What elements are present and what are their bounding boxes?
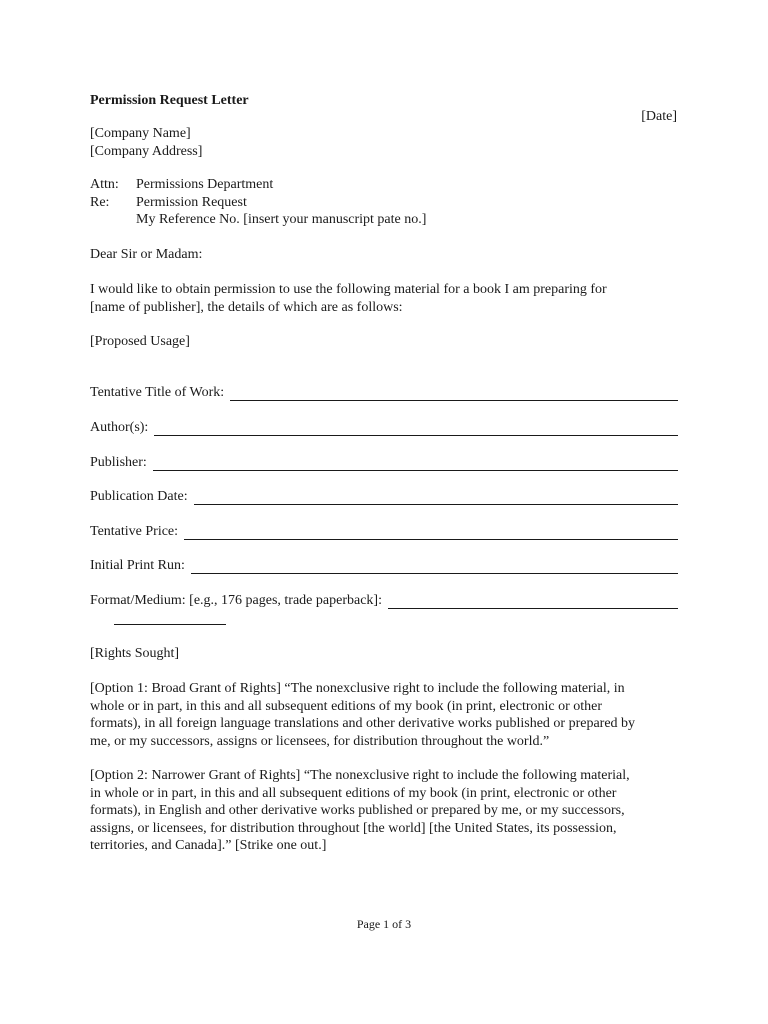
format-continuation-line[interactable] [114, 624, 226, 625]
proposed-usage: [Proposed Usage] [90, 334, 190, 349]
option-1-paragraph [90, 680, 690, 750]
intro-line: [name of publisher], the details of which are as follows: [90, 299, 403, 315]
intro-paragraph [90, 281, 680, 316]
paragraph-line: formats), in all foreign language translations and other derivative works published or prepared by [90, 716, 636, 731]
paragraph-line: me, or my successors, assigns or licensees, for distribution throughout the world.” [90, 733, 550, 749]
attn-block [90, 176, 680, 229]
field-label: Initial Print Run: [90, 558, 185, 573]
field-label: Publisher: [90, 455, 147, 470]
publisher-field[interactable] [90, 454, 678, 472]
field-label: Author(s): [90, 420, 149, 435]
fill-line[interactable] [184, 526, 678, 540]
recipient-address [90, 125, 680, 160]
fill-line[interactable] [194, 491, 678, 505]
field-label: Tentative Price: [90, 524, 179, 539]
re-value: Permission Request [136, 194, 247, 210]
fill-line[interactable] [230, 387, 678, 401]
re-label: Re: [90, 194, 110, 210]
reference-row [90, 211, 680, 229]
paragraph-line: whole or in part, in this and all subsequent editions of my book (in print, electronic or other [90, 698, 603, 714]
price-field[interactable] [90, 523, 678, 541]
attn-row [90, 176, 680, 194]
fill-line[interactable] [153, 457, 678, 471]
publication-date-field[interactable] [90, 488, 678, 506]
intro-line: I would like to obtain permission to use the following material for a book I am preparing for [90, 282, 607, 297]
company-name: [Company Name] [90, 126, 191, 141]
print-run-field[interactable] [90, 557, 678, 575]
format-field[interactable] [90, 592, 678, 610]
re-row [90, 194, 680, 212]
paragraph-line: in whole or in part, in this and all subsequent editions of my book (in print, electronic or other [90, 785, 617, 801]
paragraph-line: [Option 2: Narrower Grant of Rights] “The nonexclusive right to include the following material, [90, 768, 630, 783]
paragraph-line: [Option 1: Broad Grant of Rights] “The nonexclusive right to include the following material, in [90, 681, 625, 696]
title-of-work-field[interactable] [90, 384, 678, 402]
reference-value: My Reference No. [insert your manuscript pate no.] [136, 212, 427, 227]
attn-value: Permissions Department [136, 177, 274, 192]
company-address: [Company Address] [90, 143, 203, 159]
authors-field[interactable] [90, 419, 678, 437]
page-number: Page 1 of 3 [356, 917, 412, 931]
salutation: Dear Sir or Madam: [90, 247, 203, 262]
field-label: Publication Date: [90, 489, 188, 504]
fill-line[interactable] [154, 422, 678, 436]
letter-title: Permission Request Letter [90, 93, 249, 108]
fill-line[interactable] [388, 595, 678, 609]
attn-label: Attn: [90, 177, 119, 192]
field-label: Format/Medium: [e.g., 176 pages, trade paperback]: [90, 593, 382, 608]
field-label: Tentative Title of Work: [90, 385, 225, 400]
paragraph-line: assigns, or licensees, for distribution throughout [the world] [the United States, its possession, [90, 820, 617, 836]
rights-sought: [Rights Sought] [90, 646, 180, 661]
fill-line[interactable] [191, 560, 678, 574]
paragraph-line: formats), in English and other derivative works published or prepared by me, or my successors, [90, 803, 625, 818]
option-2-paragraph [90, 767, 690, 855]
paragraph-line: territories, and Canada].” [Strike one out.] [90, 838, 327, 853]
letter-date: [Date] [641, 109, 677, 124]
